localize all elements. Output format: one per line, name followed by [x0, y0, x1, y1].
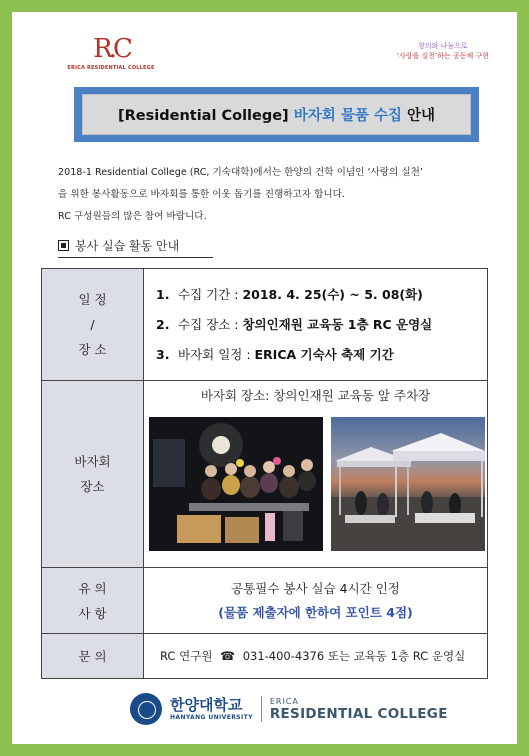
venue-title: 바자회 장소: 창의인재원 교육동 앞 주차장: [200, 388, 431, 403]
phone-icon: ☎: [220, 649, 236, 663]
contact-row: [42, 634, 488, 679]
rc-logo-mark: R.C: [93, 34, 129, 64]
notes-row: [42, 568, 488, 634]
contact-label: 문 의: [42, 634, 144, 679]
footer-logos: [130, 689, 448, 729]
notes-cell: [144, 568, 488, 634]
title-banner-inner: [82, 94, 471, 135]
bazaar-tent-photo: [331, 417, 485, 551]
schedule-item-label: 바자회 일정 :: [178, 346, 255, 362]
bazaar-night-photo: [149, 417, 323, 551]
intro-paragraph: [58, 162, 488, 228]
notes-label-line-1: 유 의: [78, 580, 107, 596]
schedule-item-value: ERICA 기숙사 축제 기간: [254, 346, 394, 362]
schedule-item: [156, 280, 487, 310]
title-suffix: 안내: [406, 108, 435, 124]
venue-photos: [144, 417, 487, 555]
hanyang-logo-english: HANYANG UNIVERSITY: [170, 714, 253, 721]
schedule-item: [156, 310, 487, 340]
section-heading-label: 봉사 실습 활동 안내: [75, 238, 180, 253]
venue-cell: [144, 381, 488, 568]
venue-label: [42, 381, 144, 568]
slogan-line-2: ‘사랑을 실천’하는 공동체 구현: [396, 52, 489, 60]
rc-logo: [56, 35, 166, 71]
schedule-item-label: 수집 장소 :: [178, 316, 243, 332]
title-prefix: [Residential College]: [118, 108, 289, 124]
schedule-label-line-3: 장 소: [78, 342, 107, 357]
footer-divider: [261, 696, 262, 722]
schedule-item-value: 창의인재원 교육동 1층 RC 운영실: [242, 316, 433, 332]
intro-line-3: RC 구성원들의 많은 참여 바랍니다.: [58, 211, 207, 222]
square-icon: [58, 240, 69, 251]
schedule-item-number: 1.: [156, 286, 170, 302]
schedule-item: [156, 340, 487, 370]
title-accent: 바자회 물품 수집: [293, 108, 402, 124]
slogan-line-1: 창의와 나눔으로: [418, 42, 468, 50]
title-banner: [74, 87, 479, 142]
schedule-row: [42, 269, 488, 381]
venue-row: [42, 381, 488, 568]
notes-line-1: 공통필수 봉사 실습 4시간 인정: [231, 580, 400, 596]
intro-line-1: 2018-1 Residential College (RC, 기숙대학)에서는 한양의 건학 이념인 ‘사랑의 실천’: [58, 167, 423, 178]
notes-label: [42, 568, 144, 634]
schedule-label-line-1: 일 정: [78, 292, 107, 307]
schedule-item-number: 3.: [156, 346, 170, 362]
contact-prefix: RC 연구원: [160, 649, 213, 663]
schedule-item-label: 수집 기간 :: [178, 286, 243, 302]
schedule-label-line-2: /: [90, 317, 95, 332]
schedule-item-number: 2.: [156, 316, 170, 332]
intro-line-2: 을 위한 봉사활동으로 바자회를 통한 이웃 돕기를 진행하고자 합니다.: [58, 189, 345, 200]
erica-rc-logo: [270, 697, 448, 722]
hanyang-logo: [170, 697, 253, 721]
notes-label-line-2: 사 항: [78, 605, 107, 621]
contact-cell: [144, 634, 488, 679]
section-heading: [58, 233, 213, 258]
notes-line-2: (물품 제출자에 한하여 포인트 4점): [218, 604, 413, 620]
slogan: [397, 41, 489, 61]
page-title: [118, 104, 435, 125]
schedule-label: [42, 269, 144, 381]
erica-logo-text: ERICA: [269, 696, 299, 706]
residential-college-logo-text: RESIDENTIAL COLLEGE: [269, 705, 448, 722]
rc-logo-name: ERICA RESIDENTIAL COLLEGE: [67, 65, 155, 71]
schedule-list: [144, 269, 488, 381]
venue-label-line-2: 장소: [80, 479, 105, 494]
hanyang-logo-korean: 한양대학교: [170, 696, 243, 714]
contact-text: 031-400-4376 또는 교육동 1층 RC 운영실: [242, 649, 466, 663]
bazaar-tent-photo-art: [331, 417, 485, 551]
info-table: [41, 268, 488, 679]
hanyang-seal-icon: [130, 693, 162, 725]
bazaar-night-photo-art: [149, 417, 323, 551]
venue-label-line-1: 바자회: [74, 454, 111, 469]
schedule-item-value: 2018. 4. 25(수) ~ 5. 08(화): [242, 286, 423, 302]
